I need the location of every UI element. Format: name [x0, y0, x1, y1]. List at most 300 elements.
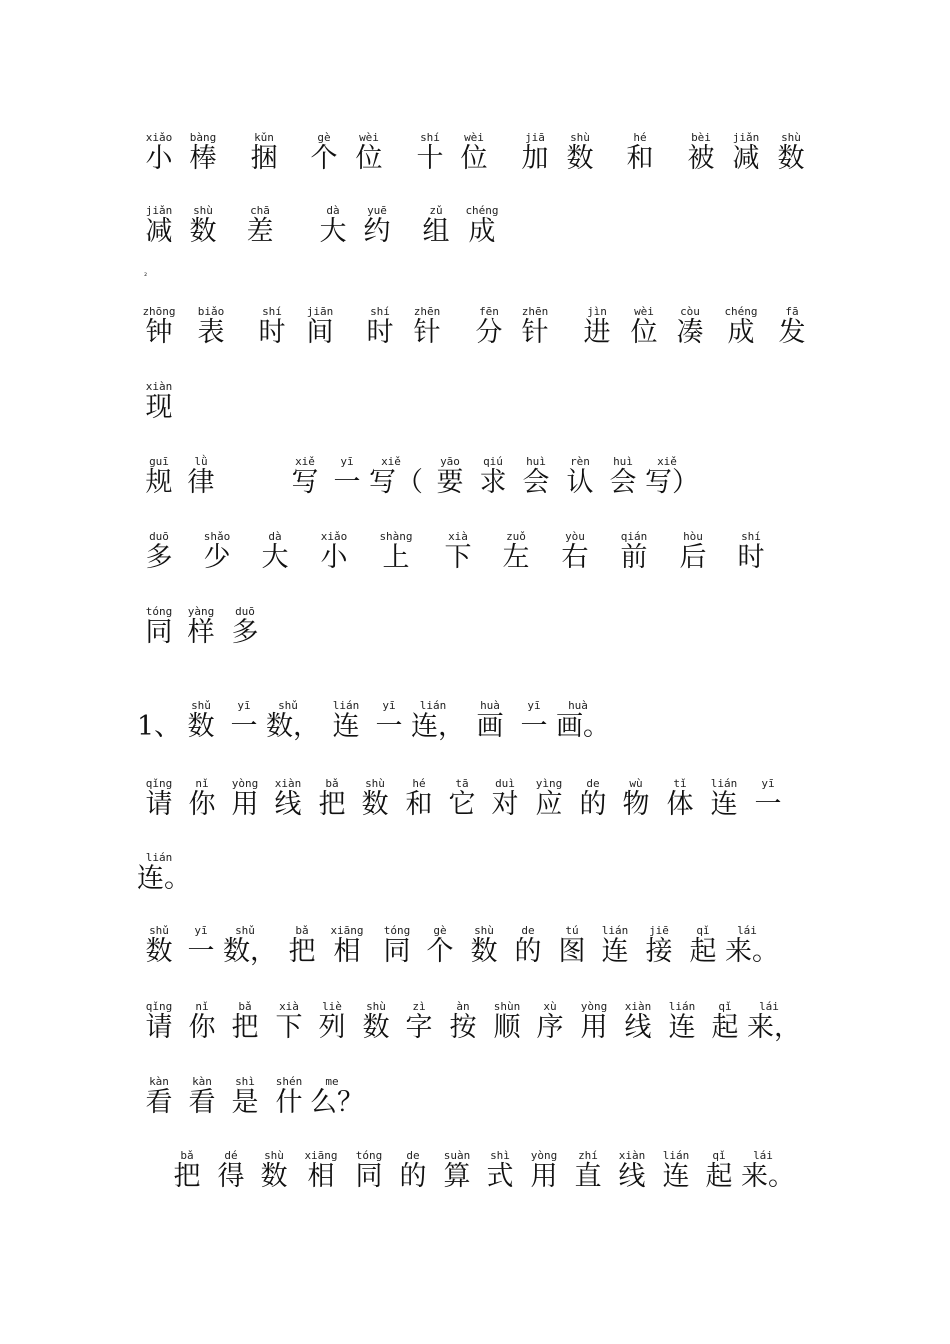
hanzi: 来， — [747, 1012, 801, 1043]
pinyin: yàng — [187, 605, 215, 618]
hanzi: 把 — [288, 936, 316, 967]
pinyin: wèi — [634, 305, 654, 318]
hanzi: 个 — [426, 936, 454, 967]
character-with-pinyin — [637, 925, 681, 967]
pinyin: tā — [455, 777, 469, 790]
hanzi: 上 — [382, 542, 410, 573]
stray-mark: ₂ — [144, 269, 148, 278]
character-with-pinyin — [494, 531, 538, 573]
pinyin: yāo — [440, 455, 460, 468]
character-with-pinyin — [353, 778, 397, 820]
hanzi: 用 — [580, 1012, 608, 1043]
pinyin: yìng — [535, 777, 563, 790]
character-with-pinyin — [512, 700, 556, 742]
pinyin: àn — [456, 1000, 470, 1013]
character-with-pinyin — [405, 306, 449, 348]
hanzi: 请 — [145, 789, 173, 820]
pinyin: hòu — [683, 530, 703, 543]
character-with-pinyin — [238, 205, 282, 247]
character-with-pinyin — [189, 306, 233, 348]
character-with-pinyin — [369, 455, 423, 498]
character-with-pinyin — [283, 456, 327, 498]
pinyin: tú — [565, 924, 579, 937]
hanzi: 凑 — [676, 317, 704, 348]
pinyin: dà — [268, 530, 282, 543]
character-with-pinyin — [411, 699, 465, 742]
character-with-pinyin — [513, 132, 557, 174]
hanzi: 同 — [383, 936, 411, 967]
hanzi: 体 — [666, 789, 694, 820]
hanzi: 接 — [645, 936, 673, 967]
hanzi: 分 — [475, 317, 503, 348]
character-with-pinyin — [460, 205, 504, 247]
hanzi: 组 — [422, 216, 450, 247]
hanzi: 连。 — [137, 863, 191, 894]
pinyin: shǔ — [191, 699, 211, 712]
hanzi: 写） — [645, 467, 699, 498]
pinyin: zuǒ — [506, 530, 526, 543]
pinyin: shù — [474, 924, 494, 937]
character-with-pinyin — [671, 531, 715, 573]
pinyin: jiǎn — [732, 131, 760, 144]
hanzi: 你 — [188, 1012, 216, 1043]
character-with-pinyin — [485, 1001, 529, 1043]
character-with-pinyin — [181, 205, 225, 247]
hanzi: 对 — [491, 789, 519, 820]
character-with-pinyin — [679, 132, 723, 174]
pinyin: shí — [262, 305, 282, 318]
pinyin: xiě — [381, 455, 401, 468]
pinyin: hé — [633, 131, 647, 144]
hanzi: 你 — [188, 789, 216, 820]
character-with-pinyin — [703, 1001, 747, 1043]
character-with-pinyin — [610, 1150, 654, 1192]
character-with-pinyin — [553, 531, 597, 573]
character-with-pinyin — [137, 205, 181, 247]
character-with-pinyin — [310, 778, 354, 820]
character-with-pinyin — [522, 1150, 566, 1192]
hanzi: 数 — [566, 143, 594, 174]
pinyin: dé — [224, 1149, 238, 1162]
character-with-pinyin — [654, 1150, 698, 1192]
pinyin: yòng — [231, 777, 259, 790]
hanzi: 直 — [574, 1161, 602, 1192]
character-with-pinyin — [645, 455, 699, 498]
character-with-pinyin — [347, 132, 391, 174]
character-with-pinyin — [558, 132, 602, 174]
pinyin: shù — [781, 131, 801, 144]
pinyin: gè — [317, 131, 331, 144]
pinyin: bǎ — [238, 1000, 252, 1013]
hanzi: 连 — [668, 1012, 696, 1043]
pinyin: de — [521, 924, 535, 937]
hanzi: 起 — [689, 936, 717, 967]
character-with-pinyin — [280, 925, 324, 967]
hanzi: 连 — [332, 711, 360, 742]
pinyin: kàn — [192, 1075, 212, 1088]
pinyin: huà — [568, 699, 588, 712]
character-with-pinyin — [223, 606, 267, 648]
pinyin: shǔ — [149, 924, 169, 937]
hanzi: 和 — [405, 789, 433, 820]
character-with-pinyin — [702, 778, 746, 820]
character-with-pinyin — [770, 306, 814, 348]
hanzi: 时 — [258, 317, 286, 348]
pinyin: de — [586, 777, 600, 790]
character-with-pinyin — [266, 778, 310, 820]
character-with-pinyin — [179, 925, 223, 967]
pinyin: shǔ — [235, 924, 255, 937]
character-with-pinyin — [601, 456, 645, 498]
pinyin: huì — [526, 455, 546, 468]
character-with-pinyin — [137, 531, 181, 573]
hanzi: 间 — [306, 317, 334, 348]
character-with-pinyin — [462, 925, 506, 967]
hanzi: 成 — [468, 216, 496, 247]
pinyin: shì — [490, 1149, 510, 1162]
hanzi: 把 — [173, 1161, 201, 1192]
character-with-pinyin — [528, 1001, 572, 1043]
character-with-pinyin — [312, 531, 356, 573]
character-with-pinyin — [223, 778, 267, 820]
pinyin: biǎo — [197, 305, 225, 318]
hanzi: 进 — [583, 317, 611, 348]
pinyin: yòng — [580, 1000, 608, 1013]
hanzi: 下 — [444, 542, 472, 573]
hanzi: 针 — [413, 317, 441, 348]
hanzi: 样 — [187, 617, 215, 648]
hanzi: 一 — [520, 711, 548, 742]
hanzi: 多 — [231, 617, 259, 648]
hanzi: 认 — [566, 467, 594, 498]
character-with-pinyin — [179, 606, 223, 648]
character-with-pinyin — [195, 531, 239, 573]
character-with-pinyin — [391, 1150, 435, 1192]
pinyin: yuē — [367, 204, 387, 217]
character-with-pinyin — [137, 306, 181, 348]
pinyin: jìn — [587, 305, 607, 318]
character-with-pinyin — [571, 778, 615, 820]
hanzi: 请 — [145, 1012, 173, 1043]
character-with-pinyin — [697, 1150, 741, 1192]
pinyin: lián — [601, 924, 629, 937]
pinyin: xiǎo — [145, 131, 173, 144]
hanzi: 来。 — [725, 936, 779, 967]
pinyin: shàng — [379, 530, 413, 543]
pinyin: xià — [279, 1000, 299, 1013]
pinyin: yī — [382, 699, 396, 712]
pinyin: rèn — [570, 455, 590, 468]
pinyin: lái — [737, 924, 757, 937]
pinyin: shǔ — [278, 699, 298, 712]
character-with-pinyin — [222, 700, 266, 742]
pinyin: me — [325, 1075, 339, 1088]
pinyin: yī — [527, 699, 541, 712]
pinyin: qǐ — [696, 924, 710, 937]
character-with-pinyin — [137, 925, 181, 967]
pinyin: lián — [332, 699, 360, 712]
hanzi: 和 — [626, 143, 654, 174]
pinyin: wèi — [359, 131, 379, 144]
hanzi: 数 — [362, 1012, 390, 1043]
pinyin: duō — [235, 605, 255, 618]
character-with-pinyin — [468, 700, 512, 742]
hanzi: 式 — [486, 1161, 514, 1192]
hanzi: 位 — [460, 143, 488, 174]
hanzi: 线 — [618, 1161, 646, 1192]
pinyin: qǐng — [145, 777, 173, 790]
pinyin: chéng — [465, 204, 499, 217]
character-with-pinyin — [618, 132, 662, 174]
pinyin: qiú — [483, 455, 503, 468]
character-with-pinyin — [137, 456, 181, 498]
character-with-pinyin — [408, 132, 452, 174]
hanzi: 写（ — [369, 467, 423, 498]
hanzi: 把 — [231, 1012, 259, 1043]
hanzi: 相 — [333, 936, 361, 967]
hanzi: 个 — [310, 143, 338, 174]
pinyin: qǐng — [145, 1000, 173, 1013]
pinyin: shí — [370, 305, 390, 318]
pinyin: lián — [419, 699, 447, 712]
hanzi: 写 — [291, 467, 319, 498]
character-with-pinyin — [467, 306, 511, 348]
hanzi: 连 — [662, 1161, 690, 1192]
pinyin: xiě — [657, 455, 677, 468]
hanzi: 图 — [558, 936, 586, 967]
pinyin: yī — [340, 455, 354, 468]
character-with-pinyin — [367, 700, 411, 742]
hanzi: 数 — [470, 936, 498, 967]
pinyin: nǐ — [195, 777, 209, 790]
hanzi: 按 — [449, 1012, 477, 1043]
character-with-pinyin — [310, 1075, 364, 1118]
hanzi: 成 — [727, 317, 755, 348]
character-with-pinyin — [769, 132, 813, 174]
hanzi: 求 — [479, 467, 507, 498]
character-with-pinyin — [267, 1076, 311, 1118]
hanzi: 线 — [274, 789, 302, 820]
hanzi: 后 — [679, 542, 707, 573]
character-with-pinyin — [325, 456, 369, 498]
hanzi: 律 — [187, 467, 215, 498]
character-with-pinyin — [440, 778, 484, 820]
hanzi: 大 — [261, 542, 289, 573]
character-with-pinyin — [179, 700, 223, 742]
hanzi: 一 — [754, 789, 782, 820]
pinyin: shù — [264, 1149, 284, 1162]
character-with-pinyin — [658, 778, 702, 820]
pinyin: shù — [570, 131, 590, 144]
hanzi: 是 — [231, 1087, 259, 1118]
hanzi: 约 — [363, 216, 391, 247]
character-with-pinyin — [180, 1076, 224, 1118]
pinyin: shén — [275, 1075, 303, 1088]
pinyin: huì — [613, 455, 633, 468]
character-with-pinyin — [729, 531, 773, 573]
pinyin: liè — [322, 1000, 342, 1013]
pinyin: de — [406, 1149, 420, 1162]
hanzi: 少 — [203, 542, 231, 573]
hanzi: 要 — [436, 467, 464, 498]
hanzi: 会 — [609, 467, 637, 498]
character-with-pinyin — [298, 306, 342, 348]
pinyin: lián — [710, 777, 738, 790]
hanzi: 把 — [318, 789, 346, 820]
pinyin: tóng — [145, 605, 173, 618]
character-with-pinyin — [575, 306, 619, 348]
character-with-pinyin — [180, 778, 224, 820]
character-with-pinyin — [325, 925, 369, 967]
character-with-pinyin — [556, 699, 610, 742]
pinyin: bàng — [189, 131, 217, 144]
character-with-pinyin — [747, 1000, 801, 1043]
character-with-pinyin — [660, 1001, 704, 1043]
pinyin: lái — [759, 1000, 779, 1013]
pinyin: xù — [543, 1000, 557, 1013]
character-with-pinyin — [137, 851, 191, 894]
pinyin: kàn — [149, 1075, 169, 1088]
pinyin: bǎ — [325, 777, 339, 790]
pinyin: jiē — [649, 924, 669, 937]
hanzi: 前 — [620, 542, 648, 573]
hanzi: 被 — [687, 143, 715, 174]
hanzi: 物 — [622, 789, 650, 820]
pinyin: xià — [448, 530, 468, 543]
hanzi: 连， — [411, 711, 465, 742]
pinyin: suàn — [443, 1149, 471, 1162]
pinyin: shǎo — [203, 530, 231, 543]
hanzi: 的 — [579, 789, 607, 820]
character-with-pinyin — [593, 925, 637, 967]
character-with-pinyin — [137, 1001, 181, 1043]
hanzi: 规 — [145, 467, 173, 498]
hanzi: 什 — [275, 1087, 303, 1118]
hanzi: 小 — [145, 143, 173, 174]
hanzi: 应 — [535, 789, 563, 820]
character-with-pinyin — [223, 924, 277, 967]
hanzi: 同 — [145, 617, 173, 648]
pinyin: zhí — [578, 1149, 598, 1162]
pinyin: duō — [149, 530, 169, 543]
hanzi: 么？ — [310, 1087, 364, 1118]
hanzi: 数 — [260, 1161, 288, 1192]
hanzi: 十 — [416, 143, 444, 174]
pinyin: wèi — [464, 131, 484, 144]
hanzi: 起 — [711, 1012, 739, 1043]
pinyin: lái — [753, 1149, 773, 1162]
character-with-pinyin — [452, 132, 496, 174]
character-with-pinyin — [250, 306, 294, 348]
character-with-pinyin — [358, 306, 402, 348]
character-with-pinyin — [354, 1001, 398, 1043]
hanzi: 多 — [145, 542, 173, 573]
hanzi: 钟 — [145, 317, 173, 348]
pinyin: shù — [365, 777, 385, 790]
pinyin: kǔn — [254, 131, 274, 144]
character-with-pinyin — [355, 205, 399, 247]
hanzi: 减 — [732, 143, 760, 174]
character-with-pinyin — [137, 700, 181, 742]
pinyin: huà — [480, 699, 500, 712]
character-with-pinyin — [725, 924, 779, 967]
character-with-pinyin — [514, 456, 558, 498]
hanzi: 画 — [476, 711, 504, 742]
pinyin: zǔ — [429, 204, 443, 217]
hanzi: 字 — [405, 1012, 433, 1043]
hanzi: 起 — [705, 1161, 733, 1192]
hanzi: 看 — [188, 1087, 216, 1118]
hanzi: 捆 — [250, 143, 278, 174]
hanzi: 数， — [223, 936, 277, 967]
hanzi: 来。 — [741, 1161, 795, 1192]
pinyin: yī — [761, 777, 775, 790]
character-with-pinyin — [616, 1001, 660, 1043]
hanzi: 会 — [522, 467, 550, 498]
character-with-pinyin — [622, 306, 666, 348]
hanzi: 看 — [145, 1087, 173, 1118]
hanzi: 棒 — [189, 143, 217, 174]
character-with-pinyin — [746, 778, 790, 820]
character-with-pinyin — [242, 132, 286, 174]
pinyin: bǎ — [180, 1149, 194, 1162]
character-with-pinyin — [435, 1150, 479, 1192]
character-with-pinyin — [347, 1150, 391, 1192]
character-with-pinyin — [550, 925, 594, 967]
character-with-pinyin — [566, 1150, 610, 1192]
pinyin: shùn — [493, 1000, 521, 1013]
character-with-pinyin — [252, 1150, 296, 1192]
hanzi: 针 — [521, 317, 549, 348]
pinyin: lǜ — [194, 455, 208, 468]
pinyin: yòu — [565, 530, 585, 543]
character-with-pinyin — [299, 1150, 343, 1192]
character-with-pinyin — [397, 778, 441, 820]
hanzi: 用 — [530, 1161, 558, 1192]
character-with-pinyin — [483, 778, 527, 820]
hanzi: 一 — [375, 711, 403, 742]
character-with-pinyin — [267, 1001, 311, 1043]
character-with-pinyin — [374, 531, 418, 573]
hanzi: 画。 — [556, 711, 610, 742]
pinyin: duì — [495, 777, 515, 790]
character-with-pinyin — [137, 1076, 181, 1118]
pinyin: shù — [366, 1000, 386, 1013]
hanzi: 加 — [521, 143, 549, 174]
character-with-pinyin — [418, 925, 462, 967]
pinyin: shí — [741, 530, 761, 543]
hanzi: 同 — [355, 1161, 383, 1192]
character-with-pinyin — [513, 306, 557, 348]
character-with-pinyin — [302, 132, 346, 174]
hanzi: 时 — [737, 542, 765, 573]
character-with-pinyin — [179, 456, 223, 498]
character-with-pinyin — [310, 1001, 354, 1043]
hanzi: 的 — [514, 936, 542, 967]
pinyin: chéng — [724, 305, 758, 318]
hanzi: 数 — [777, 143, 805, 174]
character-with-pinyin — [137, 132, 181, 174]
character-with-pinyin — [478, 1150, 522, 1192]
pinyin: bǎ — [295, 924, 309, 937]
hanzi: 一 — [333, 467, 361, 498]
hanzi: 左 — [502, 542, 530, 573]
hanzi: 一 — [230, 711, 258, 742]
character-with-pinyin — [209, 1150, 253, 1192]
pinyin: bèi — [691, 131, 711, 144]
character-with-pinyin — [724, 132, 768, 174]
character-with-pinyin — [375, 925, 419, 967]
